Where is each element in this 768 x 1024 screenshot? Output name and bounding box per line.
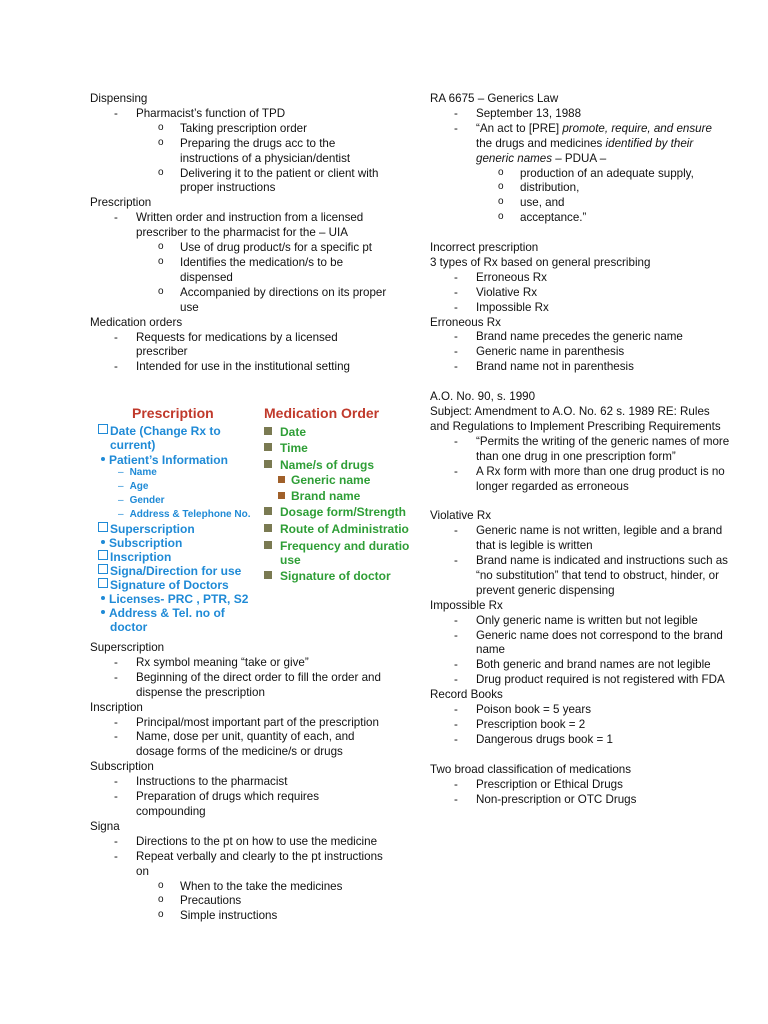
erroneous-item-1: - Brand name precedes the generic name [430,330,730,345]
heading-superscription: Superscription [90,641,165,654]
m-signature: Signature of doctor [264,569,391,583]
p-gender: – Gender [118,495,165,506]
prescription-sub-3: o Accompanied by directions on its proper use [90,286,390,316]
incorrect-subheading: 3 types of Rx based on general prescribing [430,255,651,269]
superscription-item-2: - Beginning of the direct order to fill the order and dispense the prescription [90,671,390,701]
bullet-square-icon [264,541,272,549]
prescription-sub-1: o Use of drug product/s for a specific pt [90,241,390,256]
prescription-item: - Written order and instruction from a licensed prescriber to the pharmacist for the – UIA [90,211,390,241]
inscription-item-2: - Name, dose per unit, quantity of each, and dosage forms of the medicine/s or drugs [90,730,390,760]
bullet-square-icon [264,460,272,468]
dispensing-item: - Pharmacist’s function of TPD [90,107,390,122]
violative-item-1: - Generic name is not written, legible and a brand that is legible is written [430,524,730,554]
heading-subscription: Subscription [90,760,154,774]
bullet-square-icon [264,427,272,435]
m-names: Name/s of drugs [264,458,374,472]
prescription-table-title: Prescription [132,405,214,421]
p-superscription: Superscription [98,522,195,536]
ra-sub-2: o distribution, [430,181,730,196]
m-date: Date [264,425,306,439]
heading-inscription: Inscription [90,700,143,714]
impossible-item-2: - Generic name does not correspond to the brand name [430,629,730,659]
heading-record-books: Record Books [430,688,503,702]
bullet-dot-icon [101,596,105,600]
incorrect-item-3: - Impossible Rx [430,301,730,316]
ao-item-2: - A Rx form with more than one drug product is no longer regarded as erroneous [430,465,730,495]
ao-subject: Subject: Amendment to A.O. No. 62 s. 1989 RE: Rules and Regulations to Implement Prescribing Requirements [430,405,721,433]
m-generic: Generic name [278,473,370,487]
ra-sub-1: o production of an adequate supply, [430,167,730,182]
checkbox-square-icon [98,424,108,434]
heading-medication-orders: Medication orders [90,315,183,329]
m-frequency: Frequency and duratio [264,539,409,553]
ra-sub-3: o use, and [430,196,730,211]
p-address: – Address & Telephone No. [118,509,251,520]
p-inscription: Inscription [98,550,171,564]
heading-ra-6675: RA 6675 – Generics Law [430,92,559,105]
inscription-item-1: - Principal/most important part of the prescription [90,716,390,731]
p-subscription: Subscription [98,536,182,550]
medication-orders-item-1: - Requests for medications by a licensed prescriber [90,331,390,361]
m-route: Route of Administratio [264,522,409,536]
p-licenses: Licenses- PRC , PTR, S2 [98,592,248,606]
violative-item-2: - Brand name is indicated and instructions such as “no substitution” that tend to obstruct, hinder, or prevent generic dispensing [430,554,730,599]
p-date: Date (Change Rx to [98,424,221,438]
ra-item-quote: - “An act to [PRE] promote, require, and ensure the drugs and medicines identified by their generic names – PDUA – [430,122,730,167]
p-signa: Signa/Direction for use [98,564,241,578]
records-item-2: - Prescription book = 2 [430,718,730,733]
signa-sub-2: o Precautions [90,894,390,909]
signa-sub-3: o Simple instructions [90,909,390,924]
classification-item-2: - Non-prescription or OTC Drugs [430,793,730,808]
ao-item-1: - “Permits the writing of the generic names of more than one drug in one prescription form” [430,435,730,465]
checkbox-square-icon [98,550,108,560]
dispensing-sub-1: o Taking prescription order [90,122,390,137]
medication-order-table-title: Medication Order [264,405,380,421]
checkbox-square-icon [98,564,108,574]
incorrect-item-1: - Erroneous Rx [430,271,730,286]
ao-number: A.O. No. 90, s. 1990 [430,390,536,404]
bullet-dot-icon [101,540,105,544]
prescription-vs-medication-order-table [98,402,418,634]
bullet-dot-icon [101,457,105,461]
records-item-3: - Dangerous drugs book = 1 [430,733,730,748]
incorrect-item-2: - Violative Rx [430,286,730,301]
bullet-dot-icon [101,610,105,614]
prescription-sub-2: o Identifies the medication/s to be dispensed [90,256,390,286]
heading-erroneous-rx: Erroneous Rx [430,315,501,329]
left-column [90,92,390,375]
impossible-item-3: - Both generic and brand names are not legible [430,658,730,673]
p-address-tel-cont: doctor [110,620,148,634]
heading-signa: Signa [90,819,120,833]
signa-sub-1: o When to the take the medicines [90,880,390,895]
bullet-square-icon [264,571,272,579]
m-time: Time [264,441,308,455]
heading-classification: Two broad classification of medications [430,762,632,776]
erroneous-item-3: - Brand name not in parenthesis [430,360,730,375]
impossible-item-1: - Only generic name is written but not legible [430,614,730,629]
bullet-square-icon [278,492,285,499]
p-patient: Patient’s Information [98,453,228,467]
heading-impossible-rx: Impossible Rx [430,598,503,612]
records-item-1: - Poison book = 5 years [430,703,730,718]
right-column [430,92,730,807]
bullet-square-icon [278,476,285,483]
dispensing-sub-3: o Delivering it to the patient or client with proper instructions [90,167,390,197]
impossible-item-4: - Drug product required is not registered with FDA [430,673,730,688]
medication-orders-item-2: - Intended for use in the institutional setting [90,360,390,375]
heading-violative-rx: Violative Rx [430,509,492,523]
signa-item-2: - Repeat verbally and clearly to the pt instructions on [90,850,390,880]
m-frequency-cont: use [280,553,301,567]
dispensing-sub-2: o Preparing the drugs acc to the instructions of a physician/dentist [90,137,390,167]
m-dosage: Dosage form/Strength [264,505,406,519]
subscription-item-2: - Preparation of drugs which requires compounding [90,790,390,820]
p-age: – Age [118,481,149,492]
p-address-tel: Address & Tel. no of [98,606,225,620]
signa-item-1: - Directions to the pt on how to use the medicine [90,835,390,850]
p-date-cont: current) [110,438,156,452]
checkbox-square-icon [98,578,108,588]
m-brand: Brand name [278,489,360,503]
left-column-lower [90,641,390,924]
p-signature: Signature of Doctors [98,578,229,592]
heading-prescription: Prescription [90,196,152,210]
heading-dispensing: Dispensing [90,92,148,105]
bullet-square-icon [264,524,272,532]
classification-item-1: - Prescription or Ethical Drugs [430,778,730,793]
bullet-square-icon [264,443,272,451]
superscription-item-1: - Rx symbol meaning “take or give” [90,656,390,671]
ra-sub-4: o acceptance.” [430,211,730,226]
subscription-item-1: - Instructions to the pharmacist [90,775,390,790]
bullet-square-icon [264,507,272,515]
p-name: – Name [118,467,157,478]
heading-incorrect-prescription: Incorrect prescription [430,241,539,255]
ra-item-date: - September 13, 1988 [430,107,730,122]
erroneous-item-2: - Generic name in parenthesis [430,345,730,360]
checkbox-square-icon [98,522,108,532]
